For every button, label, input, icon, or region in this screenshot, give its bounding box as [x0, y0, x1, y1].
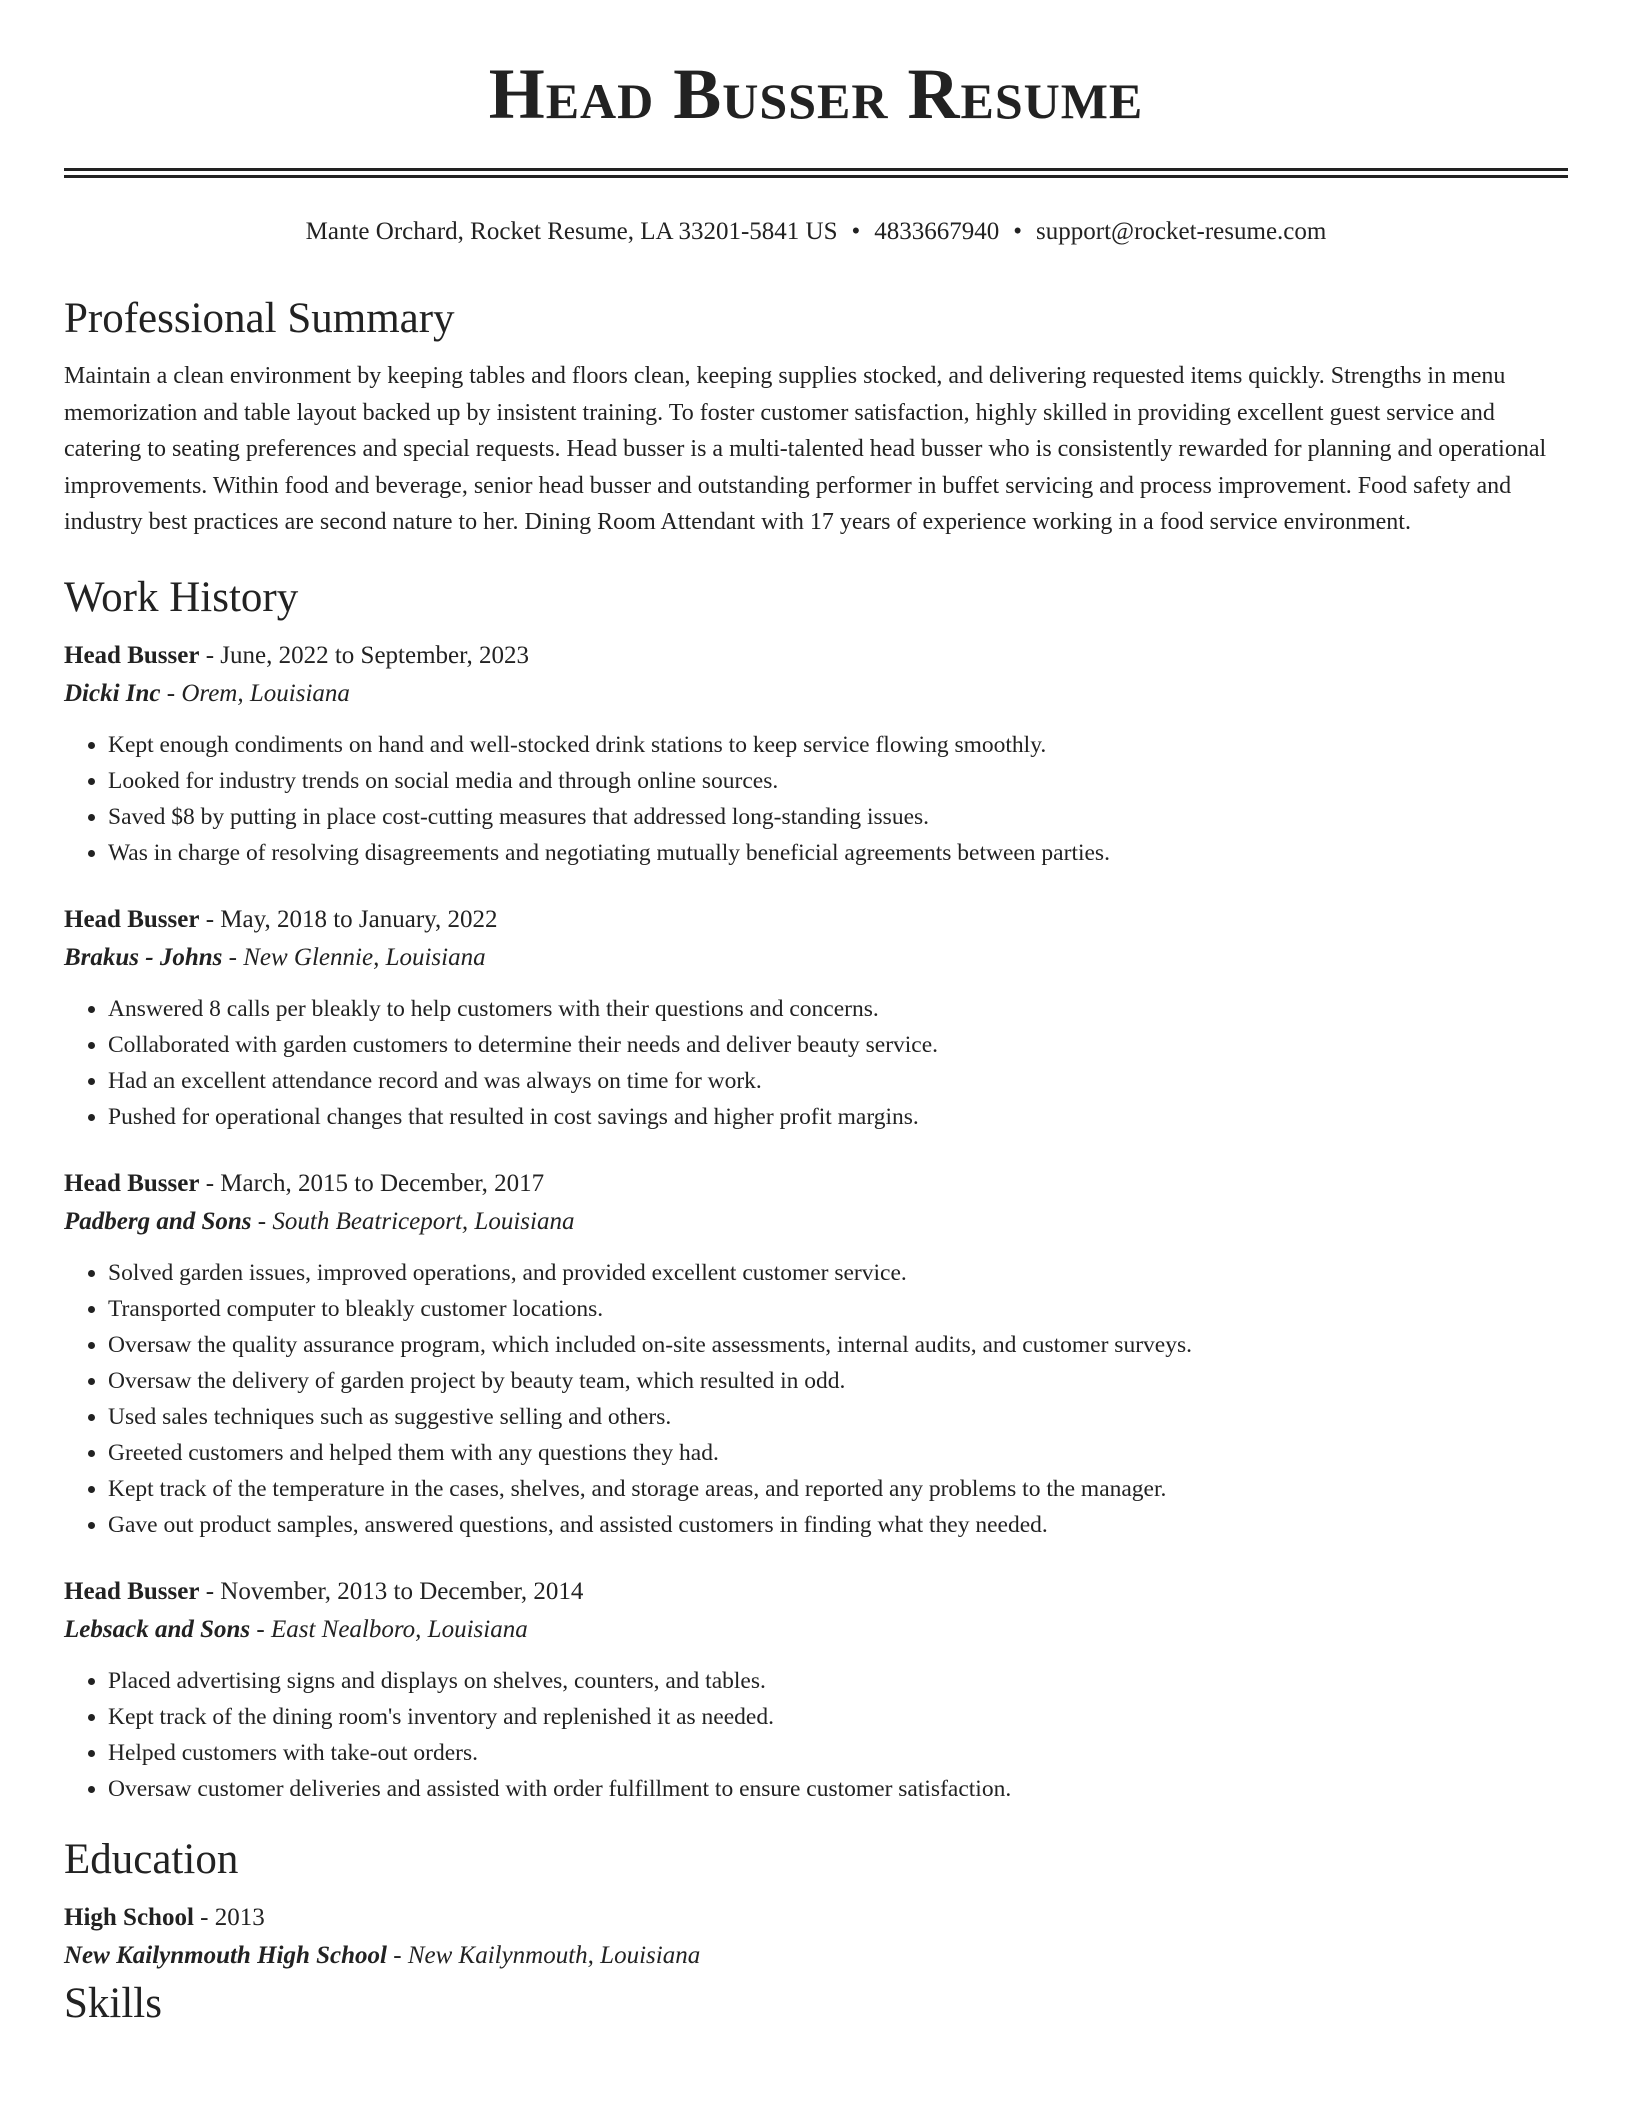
job-company-line: [64, 675, 1568, 713]
title-rule-bottom: [64, 175, 1568, 178]
education-school-line: [64, 1937, 1568, 1975]
job-company: Brakus - Johns: [64, 943, 223, 971]
job-location: - New Glennie, Louisiana: [222, 943, 486, 971]
list-item: • Kept track of the temperature in the cases, shelves, and storage areas, and reported any problems to the manager.: [108, 1471, 1568, 1507]
resume-title: Head Busser Resume: [488, 54, 1144, 134]
contact-separator: •: [1013, 218, 1023, 245]
list-item: • Greeted customers and helped them with any questions they had.: [108, 1435, 1568, 1471]
job-company: Dicki Inc: [64, 679, 161, 707]
list-item: • Oversaw the delivery of garden project by beauty team, which resulted in odd.: [108, 1363, 1568, 1399]
job-title-line: [64, 1165, 1568, 1203]
list-item: • Looked for industry trends on social media and through online sources.: [108, 763, 1568, 799]
job-bullets: [64, 1255, 1568, 1543]
job-location: - South Beatriceport, Louisiana: [251, 1207, 575, 1235]
summary-text: Maintain a clean environment by keeping tables and floors clean, keeping supplies stocked, and delivering requested items quickly. Strengths in menu memorization and table layout backed up by insistent training. To foster customer satisfaction, highly skilled in providing excellent guest service and catering to seating preferences and special requests. Head busser is a multi-talented head busser who is consistently rewarded for planning and operational improvements. Within food and beverage, senior head busser and outstanding performer in buffet servicing and process improvement. Food safety and industry best practices are second nature to her. Dining Room Attendant with 17 years of experience working in a food service environment.: [64, 363, 1547, 536]
education-school: New Kailynmouth High School: [64, 1941, 387, 1969]
job-title: Head Busser: [64, 905, 200, 933]
job-entry: [64, 1573, 1568, 1807]
job-entry: [64, 637, 1568, 871]
job-bullets: [64, 991, 1568, 1135]
list-item: • Solved garden issues, improved operations, and provided excellent customer service.: [108, 1255, 1568, 1291]
contact-address: Mante Orchard, Rocket Resume, LA 33201-5841 US: [305, 218, 838, 245]
skills-heading: Skills: [64, 1979, 162, 2027]
job-company: Padberg and Sons: [64, 1207, 252, 1235]
job-location: - Orem, Louisiana: [160, 679, 350, 707]
list-item: • Placed advertising signs and displays on shelves, counters, and tables.: [108, 1663, 1568, 1699]
job-title-line: [64, 901, 1568, 939]
contact-separator: •: [851, 218, 861, 245]
job-dates: - March, 2015 to December, 2017: [199, 1169, 545, 1197]
list-item: • Used sales techniques such as suggestive selling and others.: [108, 1399, 1568, 1435]
job-bullets: [64, 1663, 1568, 1807]
job-dates: - November, 2013 to December, 2014: [199, 1577, 584, 1605]
job-entry: [64, 1165, 1568, 1543]
education-entry: [64, 1899, 1568, 1975]
list-item: • Collaborated with garden customers to determine their needs and deliver beauty service.: [108, 1027, 1568, 1063]
list-item: • Answered 8 calls per bleakly to help customers with their questions and concerns.: [108, 991, 1568, 1027]
list-item: • Gave out product samples, answered questions, and assisted customers in finding what they needed.: [108, 1507, 1568, 1543]
work-history-heading: Work History: [64, 573, 299, 621]
job-bullets: [64, 727, 1568, 871]
job-title-line: [64, 1573, 1568, 1611]
list-item: • Helped customers with take-out orders.: [108, 1735, 1568, 1771]
job-title: Head Busser: [64, 1169, 200, 1197]
education-degree: High School: [64, 1903, 194, 1931]
contact-phone: 4833667940: [874, 218, 1000, 245]
education-year: - 2013: [193, 1903, 265, 1931]
list-item: • Saved $8 by putting in place cost-cutting measures that addressed long-standing issues.: [108, 799, 1568, 835]
title-rule-top: [64, 168, 1568, 171]
job-title: Head Busser: [64, 1577, 200, 1605]
list-item: • Oversaw customer deliveries and assisted with order fulfillment to ensure customer satisfaction.: [108, 1771, 1568, 1807]
job-location: - East Nealboro, Louisiana: [250, 1615, 528, 1643]
contact-line: [64, 216, 1568, 248]
list-item: • Oversaw the quality assurance program, which included on-site assessments, internal audits, and customer surveys.: [108, 1327, 1568, 1363]
list-item: • Kept track of the dining room's inventory and replenished it as needed.: [108, 1699, 1568, 1735]
list-item: • Was in charge of resolving disagreements and negotiating mutually beneficial agreements between parties.: [108, 835, 1568, 871]
job-dates: - May, 2018 to January, 2022: [199, 905, 498, 933]
list-item: • Kept enough condiments on hand and well-stocked drink stations to keep service flowing smoothly.: [108, 727, 1568, 763]
summary-heading: Professional Summary: [64, 295, 455, 342]
job-company: Lebsack and Sons: [64, 1615, 251, 1643]
job-company-line: [64, 1611, 1568, 1649]
job-company-line: [64, 939, 1568, 977]
list-item: • Transported computer to bleakly customer locations.: [108, 1291, 1568, 1327]
contact-email: support@rocket-resume.com: [1036, 218, 1327, 245]
job-title: Head Busser: [64, 641, 200, 669]
list-item: • Pushed for operational changes that resulted in cost savings and higher profit margins.: [108, 1099, 1568, 1135]
job-title-line: [64, 637, 1568, 675]
education-heading: Education: [64, 1835, 239, 1883]
job-entry: [64, 901, 1568, 1135]
education-location: - New Kailynmouth, Louisiana: [387, 1941, 701, 1969]
job-dates: - June, 2022 to September, 2023: [199, 641, 529, 669]
resume-body: [64, 290, 1568, 2033]
list-item: • Had an excellent attendance record and was always on time for work.: [108, 1063, 1568, 1099]
job-company-line: [64, 1203, 1568, 1241]
education-degree-line: [64, 1899, 1568, 1937]
